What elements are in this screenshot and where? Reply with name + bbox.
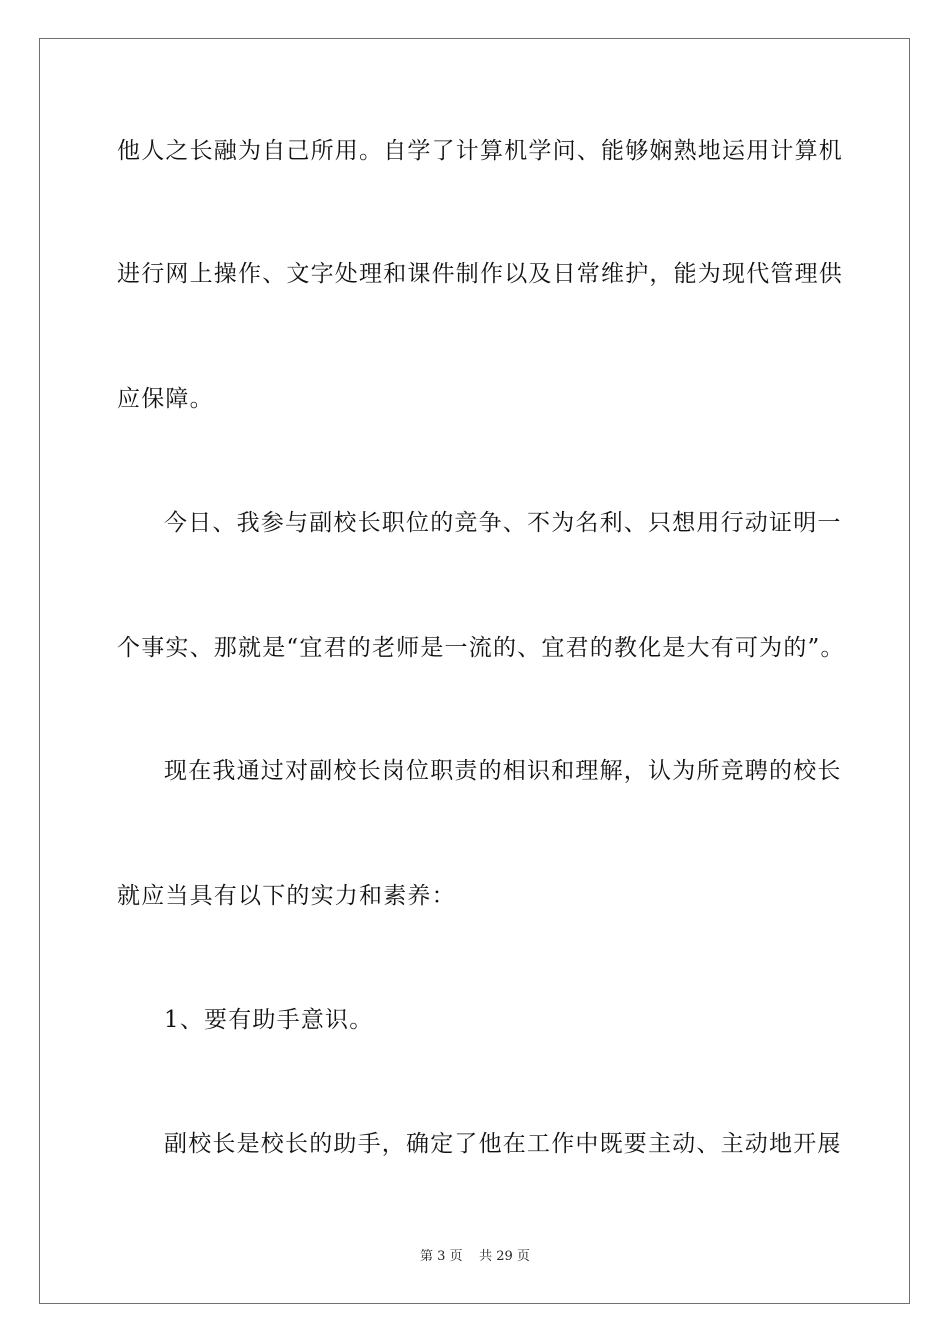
paragraph-line-1: 他人之长融为自己所用。自学了计算机学问、能够娴熟地运用计算机 <box>117 138 843 164</box>
page-number: 第 3 页 <box>420 1249 463 1264</box>
paragraph-line-5: 个事实、那就是“宜君的老师是一流的、宜君的教化是大有可为的”。 <box>117 635 845 661</box>
paragraph-line-9: 副校长是校长的助手，确定了他在工作中既要主动、主动地开展 <box>164 1131 842 1157</box>
page-frame <box>39 38 910 1304</box>
paragraph-line-4: 今日、我参与副校长职位的竞争、不为名利、只想用行动证明一 <box>164 510 842 536</box>
paragraph-line-7: 就应当具有以下的实力和素养： <box>117 883 456 909</box>
paragraph-line-6: 现在我通过对副校长岗位职责的相识和理解，认为所竞聘的校长 <box>164 758 842 784</box>
list-item-heading: 1、要有助手意识。 <box>164 1007 374 1033</box>
paragraph-line-3: 应保障。 <box>117 386 214 412</box>
total-pages: 共 29 页 <box>479 1249 530 1264</box>
paragraph-line-2: 进行网上操作、文字处理和课件制作以及日常维护，能为现代管理供 <box>117 261 843 287</box>
page-footer <box>0 1248 950 1266</box>
